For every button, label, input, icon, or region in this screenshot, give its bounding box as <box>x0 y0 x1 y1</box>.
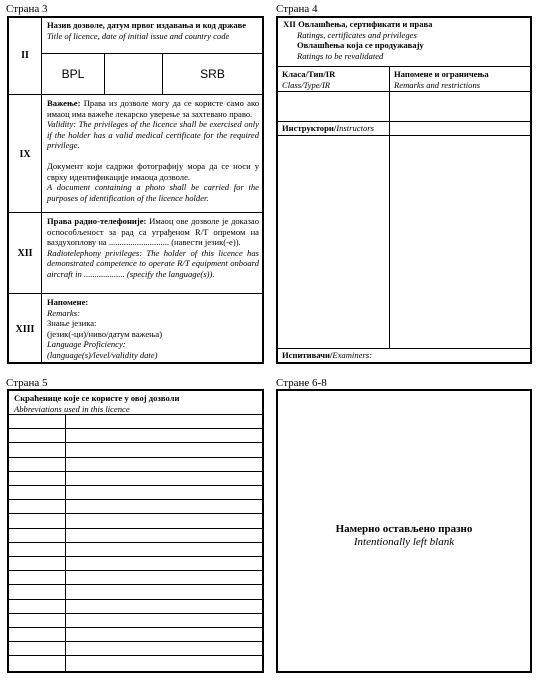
abbreviation-row-line <box>9 556 262 557</box>
section-number-xii: XII <box>17 248 33 259</box>
section-xii-radiotelephony <box>47 216 259 280</box>
revalidate-title-en: Ratings to be revalidated <box>297 50 384 61</box>
abbreviation-row-line <box>9 570 262 571</box>
abbreviation-row-line <box>9 499 262 500</box>
abbreviations-title <box>14 393 259 414</box>
ratings-title <box>283 19 527 61</box>
remarks-restrictions-en: Remarks and restrictions <box>394 79 481 90</box>
page4-frame <box>276 16 532 364</box>
abbreviation-row-line <box>9 471 262 472</box>
page5-frame <box>7 389 264 673</box>
abbreviation-row-line <box>9 655 262 656</box>
abbreviation-row-line <box>9 542 262 543</box>
instructors-label: Инструктори/Instructors <box>282 123 374 133</box>
licence-grid <box>42 53 262 94</box>
abbreviation-row-line <box>9 641 262 642</box>
class-type-sr: Класа/Тип/IR <box>282 69 336 79</box>
page68-header: Стране 6-8 <box>276 377 327 389</box>
abbreviation-row-line <box>9 428 262 429</box>
ratings-section-number: XII <box>283 19 296 29</box>
section-number-ix: IX <box>19 149 31 160</box>
validity-text-sr: Права из дозволе могу да се користе само ако имаоц има важеће лекарско уверење за захтевано право. <box>47 98 259 119</box>
blank-notice-en: Intentionally left blank <box>353 536 455 548</box>
section-number-xiii: XIII <box>15 324 35 335</box>
page3-frame <box>7 16 264 364</box>
abbreviation-row-line <box>9 442 262 443</box>
licence-title-en: Title of licence, date of initial issue and country code <box>47 30 230 41</box>
language-label-sr: Знање језика: <box>47 318 97 329</box>
ratings-title-en: Ratings, certificates and privileges <box>297 29 417 40</box>
licence-type: BPL <box>61 67 85 81</box>
remarks-restrictions-header <box>394 69 528 90</box>
photo-text-en: A document containing a photo shall be carried for the purposes of identification of the licence holder. <box>47 182 259 203</box>
abbreviation-row-line <box>9 457 262 458</box>
validity-text-en: Validity: The privileges of the licence shall be exercised only if the holder has a valid medical certificate for the required privilege. <box>47 119 259 151</box>
photo-text-sr: Документ који садржи фотографију мора да се носи у сврху идентификације имаоца дозволе. <box>47 160 259 182</box>
language-format-sr: (језик(-ци)/ниво/датум важења) <box>47 328 163 339</box>
abbreviation-row-line <box>9 584 262 585</box>
abbreviations-title-en: Abbreviations used in this licence <box>14 403 130 414</box>
language-label-en: Language Proficiency: <box>47 339 126 350</box>
blank-notice <box>278 523 530 549</box>
radiotelephony-text-sr: Имаоц ове дозволе је доказао оспособљеност за рад са уграђеном R/T опремом на ваздухоплову на ............................ (навести језик(-е)). <box>47 216 260 248</box>
revalidate-title-sr: Овлашћења која се продужавају <box>297 40 424 51</box>
abbreviation-row-line <box>9 513 262 514</box>
radiotelephony-label: Права радио-телефоније: <box>47 216 147 226</box>
country-code: SRB <box>200 67 225 81</box>
blank-notice-sr: Намерно остављено празно <box>335 523 473 535</box>
remarks-label: Напомене: <box>47 297 89 307</box>
radiotelephony-text-en: Radiotelephony privileges: The holder of this licence has demonstrated competence to operate R/T equipment onboard aircraft in ................... (specify the language(s)). <box>47 247 259 279</box>
page3-header: Страна 3 <box>6 3 48 15</box>
language-format-en: (language(s)/level/validity date) <box>47 349 158 360</box>
section-number-ii: II <box>21 50 29 61</box>
licence-title-sr: Назив дозволе, датум првог издавања и код државе <box>47 20 247 30</box>
remarks-restrictions-sr: Напомене и ограничења <box>394 69 489 79</box>
class-type-en: Class/Type/IR <box>282 79 331 90</box>
abbreviation-row-line <box>9 414 262 415</box>
ratings-title-sr: Овлашћења, сертификати и права <box>298 19 433 29</box>
page5-header: Страна 5 <box>6 377 48 389</box>
abbreviation-row-line <box>9 528 262 529</box>
abbreviation-row-line <box>9 485 262 486</box>
remarks-label-en: Remarks: <box>47 307 80 318</box>
validity-label: Важење: <box>47 98 81 108</box>
page4-header: Страна 4 <box>276 3 318 15</box>
page68-frame <box>276 389 532 673</box>
class-type-header <box>282 69 387 90</box>
abbreviation-row-line <box>9 627 262 628</box>
section-ix-validity <box>47 98 259 203</box>
section-ii-title <box>47 20 259 41</box>
abbreviation-row-line <box>9 599 262 600</box>
abbreviation-row-line <box>9 613 262 614</box>
examiners-label: Испитивачи/Examiners: <box>282 350 372 360</box>
section-xiii-remarks <box>47 297 259 361</box>
abbreviations-title-sr: Скраћенице које се користе у овој дозволи <box>14 393 180 403</box>
